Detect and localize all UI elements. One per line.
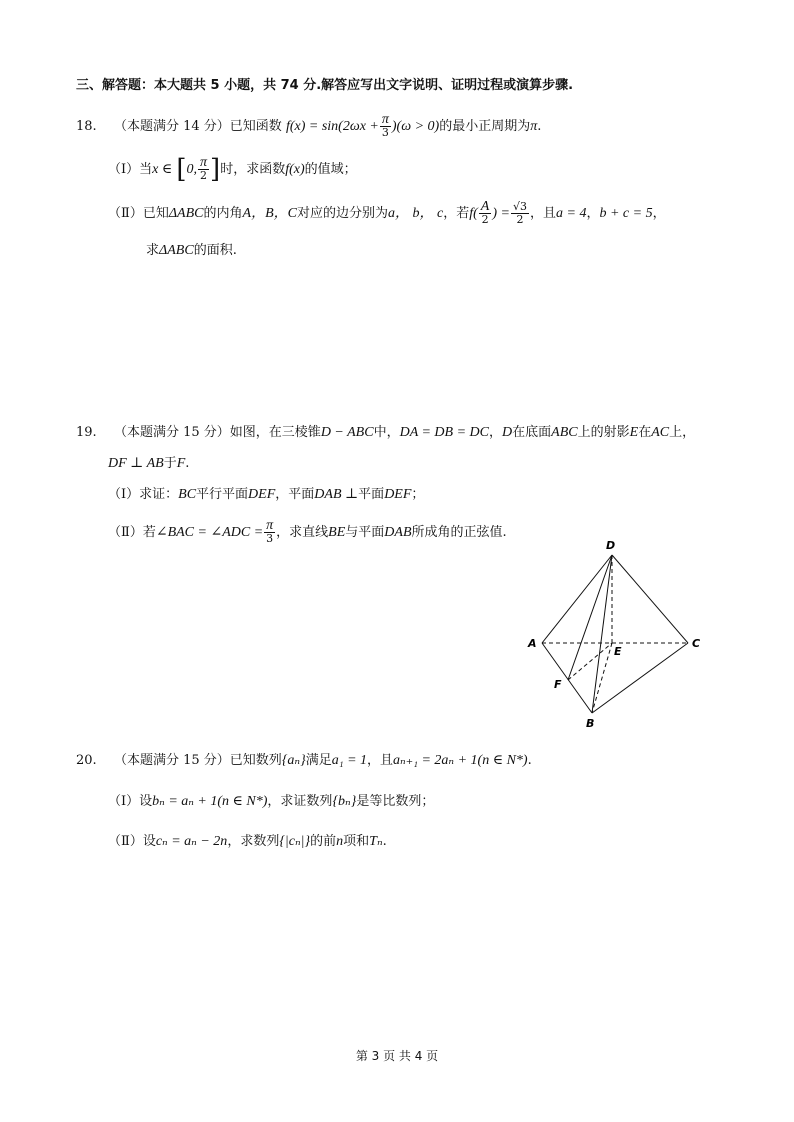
edge-AB: [542, 643, 592, 713]
q19-part2: [108, 520, 507, 545]
q20-p2-t1: ，求数列: [227, 834, 280, 849]
section-heading: 三、解答题：本大题共 5 小题，共 74 分.解答应写出文字说明、证明过程或演算步骤.: [76, 78, 574, 93]
edge-DC: [612, 555, 688, 643]
q19-p1-dab: DAB ⊥: [314, 487, 359, 502]
q18-part1: [108, 154, 357, 185]
q19-p2-be: BE: [328, 525, 346, 540]
edge-EB-dashed: [592, 643, 612, 713]
q18-l2-suffix: 的面积.: [193, 243, 237, 258]
q20-stem2: 满足: [305, 753, 332, 768]
q20-p2-end: .: [382, 834, 387, 849]
q18-p2-text1: 的内角: [203, 206, 243, 221]
q18-p1-x: x ∈: [152, 162, 173, 177]
q20-stem: [76, 751, 532, 771]
pyramid-figure: [520, 535, 710, 730]
q18-p2-end: ，: [652, 206, 666, 221]
q19-AC: AC: [651, 425, 670, 440]
q18-stem: [76, 114, 541, 139]
label-A: A: [528, 637, 537, 650]
q18-p2-text4: ，且: [529, 206, 556, 221]
q19-stem8: 于: [163, 456, 177, 471]
q19-p1-label: （Ⅰ）求证：: [108, 487, 179, 502]
q20-part1: [108, 792, 434, 812]
q20-p2-label: （Ⅱ）设: [108, 834, 156, 849]
q19-stem6: 在: [638, 425, 652, 440]
q18-l2-prefix: 求: [146, 243, 160, 258]
q19-stem3: ，: [489, 425, 503, 440]
q18-p2-tri: ΔABC: [168, 206, 204, 221]
label-D: D: [606, 539, 616, 552]
q18-p1-mid: 时，求函数: [220, 162, 286, 177]
q20-p2-n: n: [336, 834, 344, 849]
q19-p2-label: （Ⅱ）若: [108, 525, 156, 540]
q19-p1-def: DEF: [248, 487, 276, 502]
q19-p1-t3: 平面: [358, 487, 385, 502]
label-F: F: [554, 678, 562, 691]
q19-stem7: 上，: [669, 425, 696, 440]
q19-p1-t1: 平行平面: [196, 487, 249, 502]
edge-DB: [592, 555, 612, 713]
q19-p1-bc: BC: [178, 487, 197, 502]
q18-func-right: )(ω > 0): [391, 119, 440, 134]
q19-eq: DA = DB = DC: [399, 425, 489, 440]
q20-p1-label: （Ⅰ）设: [108, 794, 153, 809]
q19-D: D: [502, 425, 513, 440]
q18-pi-over-3: $\frac{\pi}{3}$: [381, 112, 389, 139]
q19-stem9: .: [185, 456, 190, 471]
q18-part2: [108, 201, 666, 226]
q18-p2-label: （Ⅱ）已知: [108, 206, 169, 221]
q20-p1-t1: ，求证数列: [267, 794, 333, 809]
q20-p1-bset: {bₙ}: [332, 794, 357, 809]
q18-sqrt3-over-2: $\frac{√3}{2}$: [512, 200, 527, 226]
q19-p1-t2: ，平面: [275, 487, 315, 502]
q19-p2-t2: 与平面: [345, 525, 385, 540]
q18-p2-eq: ) =: [492, 206, 510, 221]
q19-perp: DF ⊥ AB: [108, 456, 164, 471]
q18-p1-label: （Ⅰ）当: [108, 162, 153, 177]
label-E: E: [614, 645, 622, 658]
q19-F: F: [176, 456, 186, 471]
label-C: C: [692, 637, 701, 650]
q18-period: π: [530, 119, 538, 134]
edge-CB: [592, 643, 688, 713]
q19-p2-t3: 所成角的正弦值.: [411, 525, 507, 540]
q20-recurrence: aₙ₊₁ = 2aₙ + 1(n ∈ N*): [393, 753, 528, 768]
q19-stem1: （本题满分 15 分）如图，在三棱锥: [114, 425, 321, 440]
left-bracket: [: [176, 154, 187, 185]
q18-part2-line2: [146, 241, 237, 261]
q18-p2-text3: ，若: [443, 206, 470, 221]
right-bracket: ]: [210, 154, 221, 185]
q18-a-over-2: $\frac{A}{2}$: [480, 199, 490, 226]
q19-p2-t1: ，求直线: [276, 525, 329, 540]
q19-p1-end: ；: [411, 487, 425, 502]
q18-stem-suffix: 的最小正周期为: [439, 119, 531, 134]
q18-l2-tri: ΔABC: [159, 243, 194, 258]
label-B: B: [586, 717, 595, 730]
q20-p1-t2: 是等比数列；: [356, 794, 435, 809]
q20-p2-cset: {|cₙ|}: [279, 834, 311, 849]
q18-p2-f: f(: [469, 206, 478, 221]
q19-stem2: 中，: [373, 425, 400, 440]
q19-pyramid: D − ABC: [320, 425, 374, 440]
q18-p2-a4: a = 4: [556, 206, 587, 221]
q20-a1: a₁ = 1: [331, 753, 368, 768]
q18-pi-over-2: $\frac{\pi}{2}$: [200, 155, 208, 182]
q18-interval-left: 0,: [186, 162, 198, 177]
q19-number: 19.: [76, 425, 97, 440]
q19-stem5: 上的射影: [577, 425, 630, 440]
q18-p2-comma: ，: [586, 206, 600, 221]
q20-stem1: （本题满分 15 分）已知数列: [114, 753, 282, 768]
q20-stem4: .: [527, 753, 532, 768]
q20-p2-cn: cₙ = aₙ − 2n: [155, 834, 228, 849]
q20-p2-tn: Tₙ: [369, 834, 383, 849]
q18-p2-angles: A，B，C: [242, 206, 297, 221]
edge-DA: [542, 555, 612, 643]
q19-E: E: [629, 425, 639, 440]
q20-stem3: ，且: [367, 753, 394, 768]
q19-ABC: ABC: [551, 425, 578, 440]
q18-number: 18.: [76, 119, 97, 134]
q19-stem: [76, 423, 695, 443]
q19-stem-line2: [108, 454, 189, 474]
q18-p1-fx: f(x): [285, 162, 305, 177]
q20-p2-t2: 的前: [310, 834, 337, 849]
q19-stem4: 在底面: [512, 425, 552, 440]
q18-stem-prefix: （本题满分 14 分）已知函数: [114, 119, 282, 134]
q18-p1-end: 的值域；: [304, 162, 357, 177]
q18-stem-end: .: [537, 119, 542, 134]
q20-p2-t3: 项和: [343, 834, 370, 849]
page-footer: 第 3 页 共 4 页: [355, 1049, 439, 1063]
q19-p1-def2: DEF: [384, 487, 412, 502]
q19-p2-dab: DAB: [384, 525, 412, 540]
q19-pi-over-3: $\frac{\pi}{3}$: [266, 518, 274, 545]
q20-an-set: {aₙ}: [281, 753, 306, 768]
q18-func-left: f(x) = sin(2ωx +: [285, 119, 379, 134]
q20-number: 20.: [76, 753, 97, 768]
q19-part1: [108, 485, 424, 505]
q18-p2-sides: a， b， c: [388, 206, 444, 221]
q20-p1-bn: bₙ = aₙ + 1(n ∈ N*): [152, 794, 268, 809]
q18-p2-bc: b + c = 5: [599, 206, 653, 221]
q18-p2-text2: 对应的边分别为: [296, 206, 388, 221]
q19-p2-angle: ∠BAC = ∠ADC =: [155, 525, 264, 540]
q20-part2: [108, 832, 387, 852]
